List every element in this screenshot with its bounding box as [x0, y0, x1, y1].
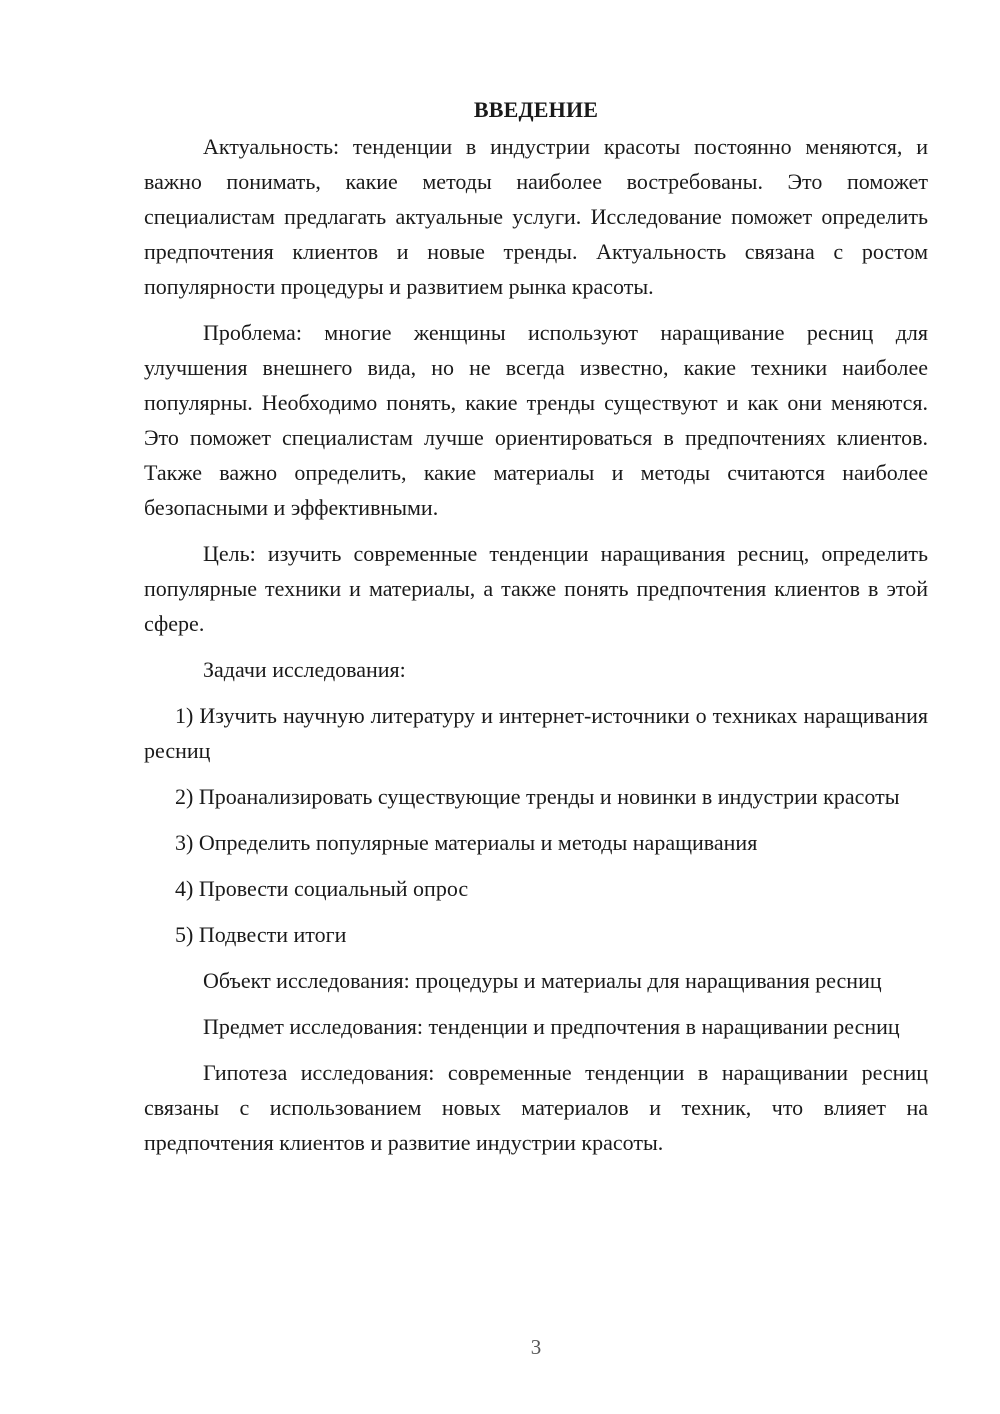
- tasks-heading: Задачи исследования:: [203, 657, 406, 682]
- task-item-5: 5) Подвести итоги: [175, 922, 347, 947]
- problem-paragraph: Проблема: многие женщины используют наращивание ресниц для улучшения внешнего вида, но не всегда известно, какие техники наиболее популярны. Необходимо понять, какие тренды существуют и как они меняются. Это поможет специалистам лучше ориентироваться в предпочтениях клиентов. Также важно определить, какие материалы и методы считаются наиболее безопасными и эффективными.: [144, 320, 928, 520]
- subject-paragraph: Предмет исследования: тенденции и предпочтения в наращивании ресниц: [203, 1014, 900, 1039]
- page-body: [144, 92, 928, 1171]
- goal-paragraph: Цель: изучить современные тенденции наращивания ресниц, определить популярные техники и материалы, а также понять предпочтения клиентов в этой сфере.: [144, 541, 928, 636]
- hypothesis-paragraph: Гипотеза исследования: современные тенденции в наращивании ресниц связаны с использованием новых материалов и техник, что влияет на предпочтения клиентов и развитие индустрии красоты.: [144, 1060, 928, 1155]
- task-item-1: 1) Изучить научную литературу и интернет-источники о техниках наращивания ресниц: [144, 703, 928, 763]
- task-item-4: 4) Провести социальный опрос: [175, 876, 469, 901]
- object-paragraph: Объект исследования: процедуры и материалы для наращивания ресниц: [203, 968, 882, 993]
- task-item-2: 2) Проанализировать существующие тренды и новинки в индустрии красоты: [175, 784, 900, 809]
- page-number: 3: [530, 1335, 542, 1359]
- task-item-3: 3) Определить популярные материалы и методы наращивания: [175, 830, 758, 855]
- section-title: ВВЕДЕНИЕ: [473, 97, 599, 122]
- relevance-paragraph: Актуальность: тенденции в индустрии красоты постоянно меняются, и важно понимать, какие методы наиболее востребованы. Это поможет специалистам предлагать актуальные услуги. Исследование поможет определить предпочтения клиентов и новые тренды. Актуальность связана с ростом популярности процедуры и развитием рынка красоты.: [144, 134, 928, 299]
- tasks-list: [144, 698, 928, 952]
